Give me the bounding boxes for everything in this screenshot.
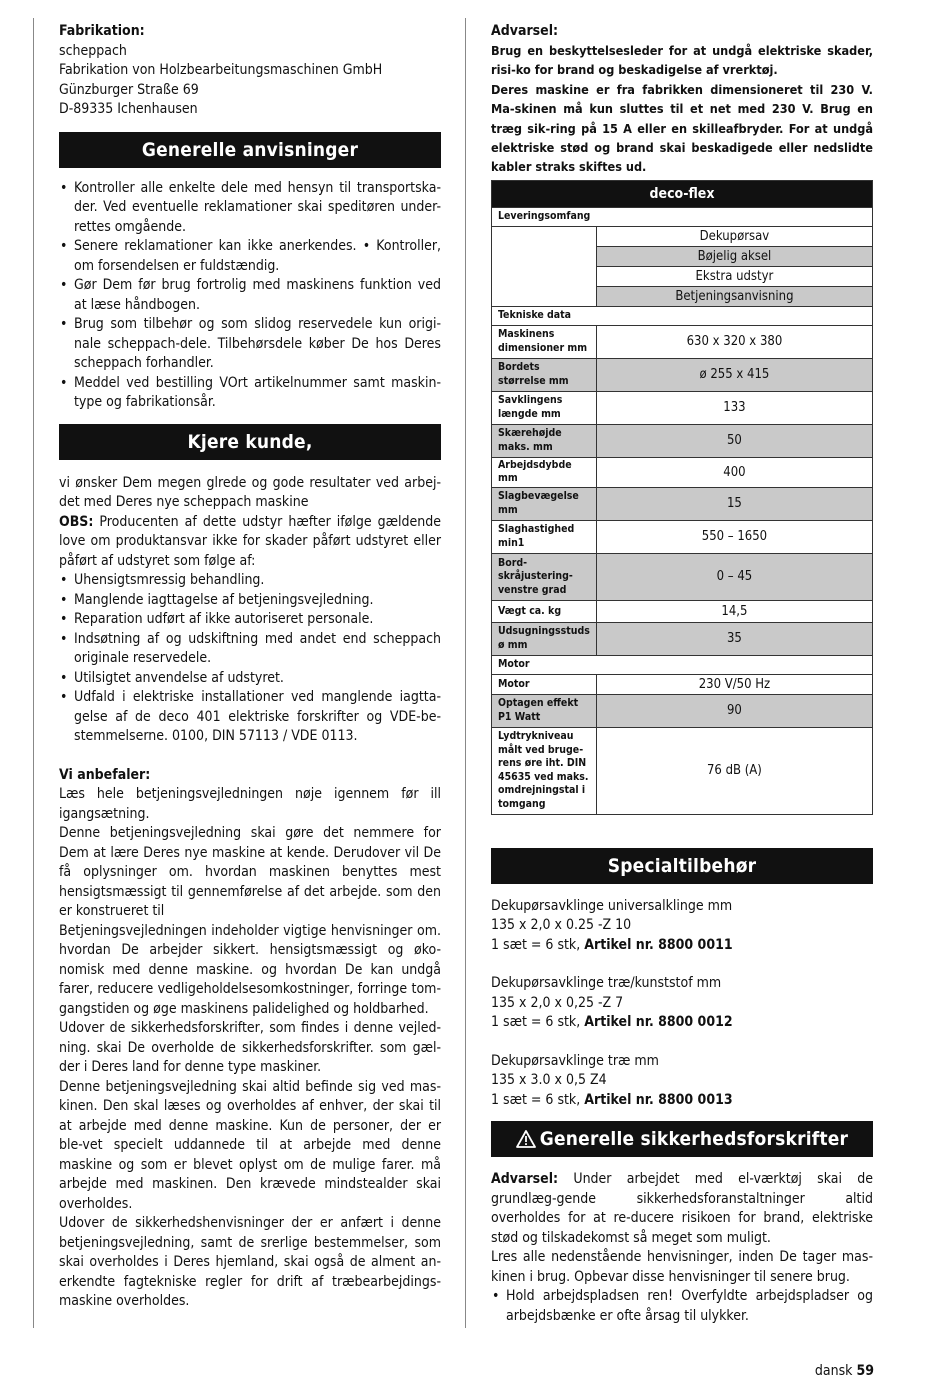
accessory-size: 135 x 2,0 x 0,25 -Z 7 (491, 994, 624, 1011)
center-column-rule (465, 18, 466, 1328)
spec-table (491, 180, 873, 815)
accessory-name: Dekupørsavklinge træ/kunststof mm (491, 975, 722, 992)
delivery-item: Bøjelig aksel (596, 246, 872, 266)
accessory-name: Dekupørsavklinge universalklinge mm (491, 897, 733, 914)
recommend-paragraph: Udover de sikkerhedshenvisninger der er anfært i denne betjeningsvejledning, samt de srerlige bestemmelser, som skai overholdes i Deres hjemland, skai også de alment an-erkendte fagtekniske regler for drift af træbearbejdings-maskine overholdes. (59, 1215, 441, 1309)
accessories-heading: Specialtilbehør (491, 848, 873, 884)
spec-row-label: Motor (492, 674, 597, 694)
accessory-qty: 1 sæt = 6 stk, (491, 1014, 585, 1031)
tech-data-label: Tekniske data (492, 306, 873, 325)
page-number: 59 (856, 1363, 874, 1379)
spec-row-value: 550 – 1650 (596, 520, 872, 553)
accessory-item (491, 974, 873, 1033)
accessory-item (491, 1052, 873, 1111)
accessory-qty: 1 sæt = 6 stk, (491, 936, 585, 953)
accessory-order (491, 936, 873, 956)
spec-row (492, 694, 873, 727)
accessory-order (491, 1013, 873, 1033)
spec-row (492, 520, 873, 553)
warning-triangle-icon (516, 1124, 536, 1160)
warning-paragraph: Brug en beskyttelsesleder for at undgå elektriske skader, risi-ko for brand og beskadigelse af vrerktøj. (491, 43, 873, 78)
recommend-paragraph: Denne betjeningsvejledning skai gøre det nemmere for Dem at lære Deres nye maskine at kende. Derudover vil De få oplysninger om. hvordan maskinen benyttes mest hensigtsmæssigt til gennemførelse af det arbejde. som den er konstrueret til (59, 825, 441, 919)
list-item: • Indsøtning af og udskiftning med andet end scheppach originale reservedele. (59, 630, 441, 669)
spec-row (492, 622, 873, 655)
spec-row (492, 487, 873, 520)
spec-row (492, 553, 873, 600)
list-item: • Manglende iagttagelse af betjeningsvejledning. (59, 591, 441, 611)
spec-row-label: Slaghastighed min1 (492, 520, 597, 553)
right-column (491, 22, 873, 1326)
spec-row-label: Savklingens længde mm (492, 391, 597, 424)
list-item: • Reparation udført af ikke autoriseret personale. (59, 610, 441, 630)
accessory-article: Artikel nr. 8800 0011 (584, 936, 733, 953)
accessory-article: Artikel nr. 8800 0013 (584, 1091, 733, 1108)
manufacturer-line: scheppach (59, 42, 127, 59)
list-item: • Uhensigtsmressig behandling. (59, 571, 441, 591)
spec-row-value: 630 x 320 x 380 (596, 325, 872, 358)
recommend-paragraph: Læs hele betjeningsvejledningen nøje igennem før ill igangsætning. (59, 786, 441, 822)
spec-row-label: Maskinens dimensioner mm (492, 325, 597, 358)
list-item: • Hold arbejdspladsen ren! Overfyldte arbejdspladser og arbejdsbænke er ofte årsag til ulykker. (491, 1287, 873, 1326)
spec-row (492, 457, 873, 487)
motor-section-label: Motor (492, 655, 873, 674)
left-column (59, 22, 441, 1312)
spec-row (492, 358, 873, 391)
accessory-article: Artikel nr. 8800 0012 (584, 1014, 733, 1031)
accessory-name: Dekupørsavklinge træ mm (491, 1052, 659, 1069)
dear-customer-heading: Kjere kunde, (59, 424, 441, 460)
obs-paragraph (59, 513, 441, 572)
dear-customer-intro: vi ønsker Dem megen glrede og gode resultater ved arbej-det med Deres nye scheppach maskine (59, 474, 441, 510)
spec-row-value: 50 (596, 424, 872, 457)
spec-row-value: 90 (596, 694, 872, 727)
liability-list (59, 571, 441, 747)
recommend-paragraph: Denne betjeningsvejledning skai altid befinde sig ved mas-kinen. Den skal læses og overholdes af enhver, der skai til at arbejde med denne maskine. Kun de personer, der er ble-vet specielt uddannede til at arbejde med denne maskine og som er blevet oplyst om de mulige farer. må arbejde med maskinen. Den krævede mindstealder skai overholdes. (59, 1078, 441, 1212)
spec-row (492, 424, 873, 457)
warning-title: Advarsel: (491, 23, 559, 39)
list-item: • Utilsigtet anvendelse af udstyret. (59, 669, 441, 689)
accessory-size: 135 x 2,0 x 0.25 -Z 10 (491, 917, 632, 934)
warning-paragraph: Deres maskine er fra fabrikken dimensioneret til 230 V. Ma-skinen må kun sluttes til et net med 230 V. Brug en træg sik-ring på 15 A eller en skilleafbryder. For at undgå elektriske stød og brand skai beskadigede eller nedslidte kabler straks skiftes ud. (491, 81, 873, 175)
spec-row-label: Vægt ca. kg (492, 600, 597, 622)
list-item: • Udfald i elektriske installationer ved manglende iagtta-gelse af de deco 401 elektriske forskrifter og VDE-be-stemmelserne. 0100, DIN 57113 / VDE 0113. (59, 688, 441, 747)
obs-label: OBS: (59, 513, 94, 530)
spec-row-label: Slagbevægelse mm (492, 487, 597, 520)
safety-warning-text: Under arbejdet med el-værktøj skai de grundlæg-gende sikkerhedsforanstaltninger altid overholdes for at re-ducere risikoen for brand, elektriske stød og tilskadekomst så meget som muligt. (491, 1171, 873, 1246)
accessory-order (491, 1091, 873, 1111)
list-item: • Brug som tilbehør og som slidog reservedele kun origi-nale scheppach-dele. Tilbehørsdele køber De hos Deres scheppach forhandler. (59, 315, 441, 374)
delivery-item: Betjeningsanvisning (596, 286, 872, 306)
spec-row-value: 230 V/50 Hz (596, 674, 872, 694)
delivery-item: Dekupørsav (596, 226, 872, 246)
page-footer (815, 1363, 874, 1379)
safety-paragraph: Lres alle nedenstående henvisninger, inden De tager mas-kinen i brug. Opbevar disse henvisninger til senere brug. (491, 1249, 873, 1285)
general-heading: Generelle anvisninger (59, 132, 441, 168)
spec-row (492, 727, 873, 814)
spec-row-label: Optagen effekt P1 Watt (492, 694, 597, 727)
recommend-title: Vi anbefaler: (59, 766, 151, 783)
delivery-item: Ekstra udstyr (596, 266, 872, 286)
accessory-qty: 1 sæt = 6 stk, (491, 1091, 585, 1108)
safety-warning-label: Advarsel: (491, 1171, 559, 1188)
spec-row-value: 0 – 45 (596, 553, 872, 600)
spec-row-label: Bord-skråjustering-venstre grad (492, 553, 597, 600)
safety-title: Generelle sikkerhedsforskrifter (539, 1128, 849, 1151)
spec-row-value: 35 (596, 622, 872, 655)
spec-row-label: Lydtrykniveau målt ved bruge-rens øre iht. DIN 45635 ved maks. omdrejningstal i tomgang (492, 727, 597, 814)
manufacturer-title: Fabrikation: (59, 23, 145, 39)
recommend-paragraph: Betjeningsvejledningen indeholder vigtige henvisninger om. hvordan De arbejder sikkert. hensigtsmæssigt og øko-nomisk med denne maskine. og hvordan De kan undgå farer, reducere vedligeholdelsesomkostninger, forringe tom-gangstiden og øge maskinens palidelighed og holdbarhed. (59, 922, 441, 1017)
manufacturer-block (59, 22, 441, 120)
general-list (59, 179, 441, 413)
spec-row-label: Bordets størrelse mm (492, 358, 597, 391)
spec-row-label: Skærehøjde maks. mm (492, 424, 597, 457)
spec-row (492, 325, 873, 358)
left-margin-rule (33, 18, 34, 1328)
delivery-label: Leveringsomfang (492, 207, 873, 226)
obs-text: Producenten af dette udstyr hæfter ifølge gældende love om produktansvar ikke for skader påført udstyret eller påført af udstyret som følge af: (59, 513, 441, 569)
footer-language: dansk (814, 1363, 853, 1379)
spec-row-value: 76 dB (A) (596, 727, 872, 814)
safety-warning-paragraph (491, 1170, 873, 1248)
safety-list (491, 1287, 873, 1326)
spec-row-value: 133 (596, 391, 872, 424)
list-item: • Kontroller alle enkelte dele med hensyn til transportska-der. Ved eventuelle reklamationer skai speditøren under-rettes omgående. (59, 179, 441, 238)
spec-row-value: 14,5 (596, 600, 872, 622)
list-item: • Meddel ved bestilling VOrt artikelnummer samt maskin-type og fabrikationsår. (59, 374, 441, 413)
list-item: • Senere reklamationer kan ikke anerkendes. • Kontroller, om forsendelsen er fuldstændig. (59, 237, 441, 276)
recommend-paragraph: Udover de sikkerhedsforskrifter, som findes i denne vejled-ning. skai De overholde de sikkerhedsforskrifter. som gæl-der i Deres land for denne type maskiner. (59, 1020, 441, 1075)
spec-row (492, 674, 873, 694)
accessory-item (491, 897, 873, 956)
safety-heading (491, 1121, 873, 1157)
manufacturer-line: D-89335 Ichenhausen (59, 101, 198, 117)
spec-row (492, 391, 873, 424)
manufacturer-line: Fabrikation von Holzbearbeitungsmaschinen GmbH (59, 62, 383, 78)
spec-row-value: 400 (596, 457, 872, 487)
spec-table-header: deco-flex (492, 180, 873, 207)
spec-row-value: ø 255 x 415 (596, 358, 872, 391)
list-item: • Gør Dem før brug fortrolig med maskinens funktion ved at læse håndbogen. (59, 276, 441, 315)
spec-row-label: Udsugningsstuds ø mm (492, 622, 597, 655)
delivery-spacer (492, 226, 597, 306)
spec-row-label: Arbejdsdybde mm (492, 457, 597, 487)
spec-row-value: 15 (596, 487, 872, 520)
accessory-size: 135 x 3.0 x 0,5 Z4 (491, 1072, 607, 1089)
spec-row (492, 600, 873, 622)
manufacturer-line: Günzburger Straße 69 (59, 81, 199, 98)
